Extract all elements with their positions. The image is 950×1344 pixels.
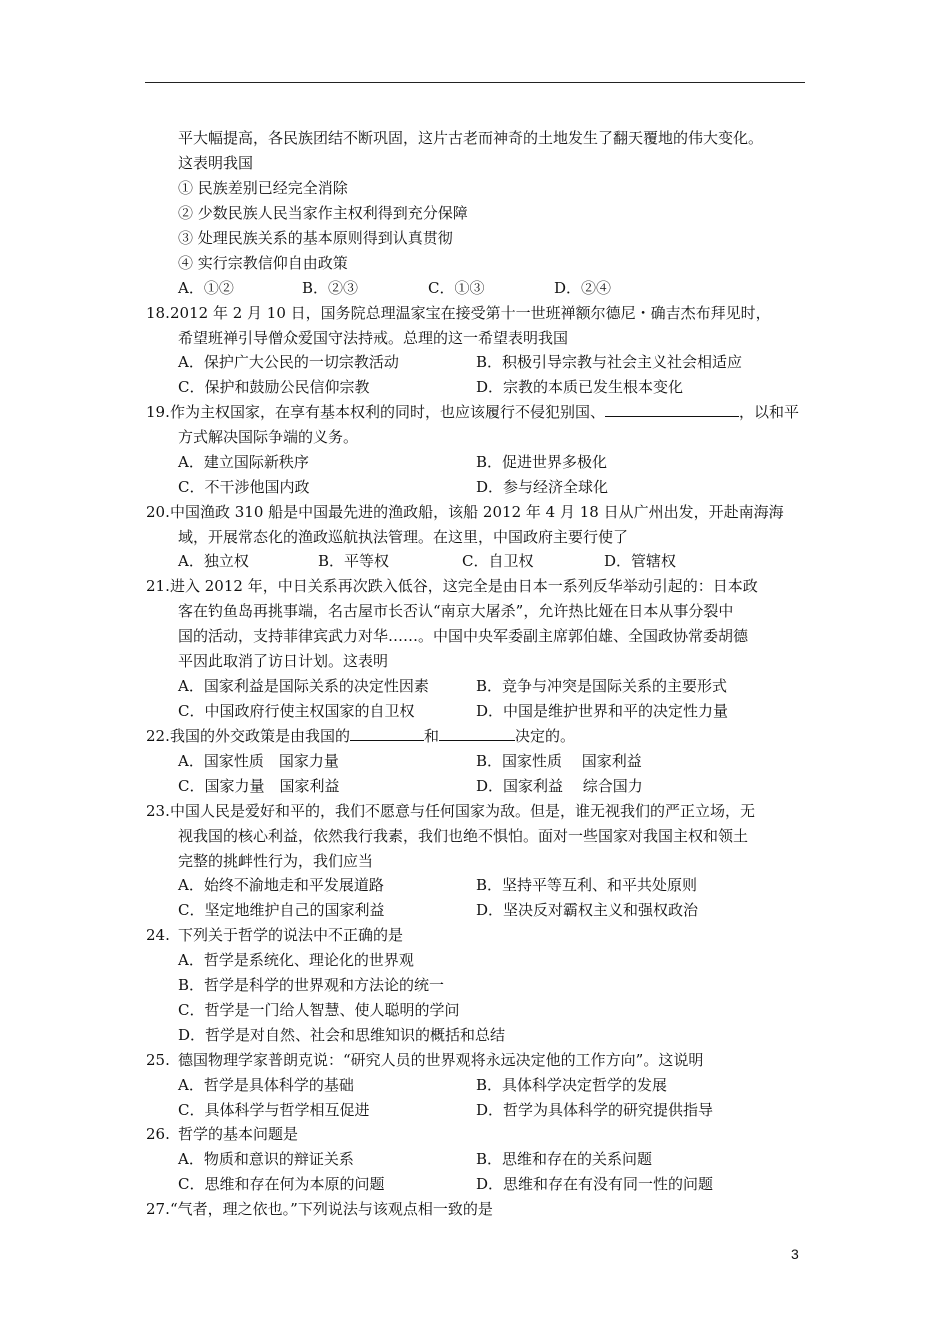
choice-a: A．保护广大公民的一切宗教活动 (178, 353, 399, 371)
question-number: 22. (146, 727, 170, 745)
choice-a: A．①② (178, 279, 234, 297)
question-text: “气者，理之依也。”下列说法与该观点相一致的是 (170, 1200, 493, 1218)
choice-a: A．哲学是具体科学的基础 (178, 1076, 354, 1094)
choice-c: C．保护和鼓励公民信仰宗教 (178, 378, 370, 396)
choice-b: B．平等权 (318, 552, 390, 570)
question-text: 中国渔政 310 船是中国最先进的渔政船，该船 2012 年 4 月 18 日从广州出发，开赴南海海 (170, 503, 784, 521)
choice-c: C．不干涉他国内政 (178, 478, 310, 496)
answer-blank[interactable] (605, 415, 739, 417)
question-text: 国的活动，支持菲律宾武力对华……。中国中央军委副主席郭伯雄、全国政协常委胡德 (178, 627, 749, 645)
question-text: 哲学的基本问题是 (178, 1125, 299, 1143)
choice-c: C．坚定地维护自己的国家利益 (178, 901, 385, 919)
choice-b: B．具体科学决定哲学的发展 (476, 1076, 668, 1094)
question-text (170, 726, 575, 746)
question-text: 域，开展常态化的渔政巡航执法管理。在这里，中国政府主要行使了 (178, 528, 629, 546)
choice-c: C．中国政府行使主权国家的自卫权 (178, 702, 415, 720)
choice-c: C．具体科学与哲学相互促进 (178, 1101, 370, 1119)
choice-d: D．思维和存在有没有同一性的问题 (476, 1175, 714, 1193)
choice-d: D．国家利益 综合国力 (476, 777, 643, 795)
choice-b: B．思维和存在的关系问题 (476, 1150, 653, 1168)
choice-d: D．参与经济全球化 (476, 478, 609, 496)
question-number: 20. (146, 503, 170, 521)
statement-option: ② 少数民族人民当家作主权利得到充分保障 (178, 204, 468, 222)
question-text: 方式解决国际争端的义务。 (178, 428, 359, 446)
question-text-part: 作为主权国家，在享有基本权利的同时，也应该履行不侵犯别国、 (170, 403, 606, 421)
question-number: 23. (146, 802, 170, 820)
choice-a: A．独立权 (178, 552, 249, 570)
choice-c: C．国家力量 国家利益 (178, 777, 340, 795)
question-text-part: ，以和平 (739, 403, 800, 421)
choice-d: D．②④ (554, 279, 612, 297)
question-text-part: 决定的。 (515, 727, 576, 745)
choice-d: D．坚决反对霸权主义和强权政治 (476, 901, 699, 919)
choice-b: B．国家性质 国家利益 (476, 752, 642, 770)
choice-c: C．思维和存在何为本原的问题 (178, 1175, 385, 1193)
question-text-part: 和 (424, 727, 440, 745)
question-number: 24. (146, 926, 170, 944)
question-text: 德国物理学家普朗克说：“研究人员的世界观将永远决定他的工作方向”。这说明 (178, 1051, 704, 1069)
choice-a: A．哲学是系统化、理论化的世界观 (178, 951, 414, 969)
statement-option: ③ 处理民族关系的基本原则得到认真贯彻 (178, 229, 453, 247)
choice-c: C．①③ (428, 279, 485, 297)
choice-c: C．哲学是一门给人智慧、使人聪明的学问 (178, 1001, 460, 1019)
question-number: 18. (146, 304, 170, 322)
question-number: 19. (146, 403, 170, 421)
question-text: 下列关于哲学的说法中不正确的是 (178, 926, 404, 944)
header-rule (145, 82, 805, 83)
question-text: 希望班禅引导僧众爱国守法持戒。总理的这一希望表明我国 (178, 329, 569, 347)
page-number: 3 (791, 1246, 799, 1262)
choice-a: A．物质和意识的辩证关系 (178, 1150, 354, 1168)
question-text: 这表明我国 (178, 154, 254, 172)
choice-a: A．建立国际新秩序 (178, 453, 309, 471)
choice-b: B．促进世界多极化 (476, 453, 608, 471)
question-text: 中国人民是爱好和平的，我们不愿意与任何国家为敌。但是，谁无视我们的严正立场，无 (170, 802, 756, 820)
choice-d: D．哲学是对自然、社会和思维知识的概括和总结 (178, 1026, 506, 1044)
choice-d: D．宗教的本质已发生根本变化 (476, 378, 684, 396)
choice-b: B．竞争与冲突是国际关系的主要形式 (476, 677, 728, 695)
choice-d: D．管辖权 (604, 552, 677, 570)
choice-b: B．积极引导宗教与社会主义社会相适应 (476, 353, 743, 371)
choice-c: C．自卫权 (462, 552, 534, 570)
question-text (170, 402, 799, 422)
question-text: 2012 年 2 月 10 日，国务院总理温家宝在接受第十一世班禅额尔德尼・确吉杰布拜见时， (170, 304, 771, 322)
question-text: 客在钓鱼岛再挑事端，名古屋市长否认“南京大屠杀”，允许热比娅在日本从事分裂中 (178, 602, 734, 620)
question-text: 平大幅提高，各民族团结不断巩固，这片古老而神奇的土地发生了翻天覆地的伟大变化。 (178, 129, 764, 147)
choice-b: B．坚持平等互利、和平共处原则 (476, 876, 698, 894)
statement-option: ① 民族差别已经完全消除 (178, 179, 348, 197)
question-number: 21. (146, 577, 170, 595)
question-number: 26. (146, 1125, 170, 1143)
question-text: 进入 2012 年，中日关系再次跌入低谷，这完全是由日本一系列反华举动引起的：日本政 (170, 577, 758, 595)
answer-blank[interactable] (350, 739, 424, 741)
question-text-part: 我国的外交政策是由我国的 (170, 727, 351, 745)
choice-a: A．国家性质 国家力量 (178, 752, 339, 770)
choice-a: A．国家利益是国际关系的决定性因素 (178, 677, 429, 695)
choice-d: D．哲学为具体科学的研究提供指导 (476, 1101, 714, 1119)
choice-a: A．始终不渝地走和平发展道路 (178, 876, 384, 894)
answer-blank[interactable] (439, 739, 515, 741)
choice-b: B．哲学是科学的世界观和方法论的统一 (178, 976, 445, 994)
question-text: 平因此取消了访日计划。这表明 (178, 652, 389, 670)
question-text: 视我国的核心利益，依然我行我素，我们也绝不惧怕。面对一些国家对我国主权和领土 (178, 827, 749, 845)
choice-d: D．中国是维护世界和平的决定性力量 (476, 702, 729, 720)
statement-option: ④ 实行宗教信仰自由政策 (178, 254, 348, 272)
choice-b: B．②③ (302, 279, 359, 297)
question-number: 27. (146, 1200, 170, 1218)
question-number: 25. (146, 1051, 170, 1069)
question-text: 完整的挑衅性行为，我们应当 (178, 852, 374, 870)
